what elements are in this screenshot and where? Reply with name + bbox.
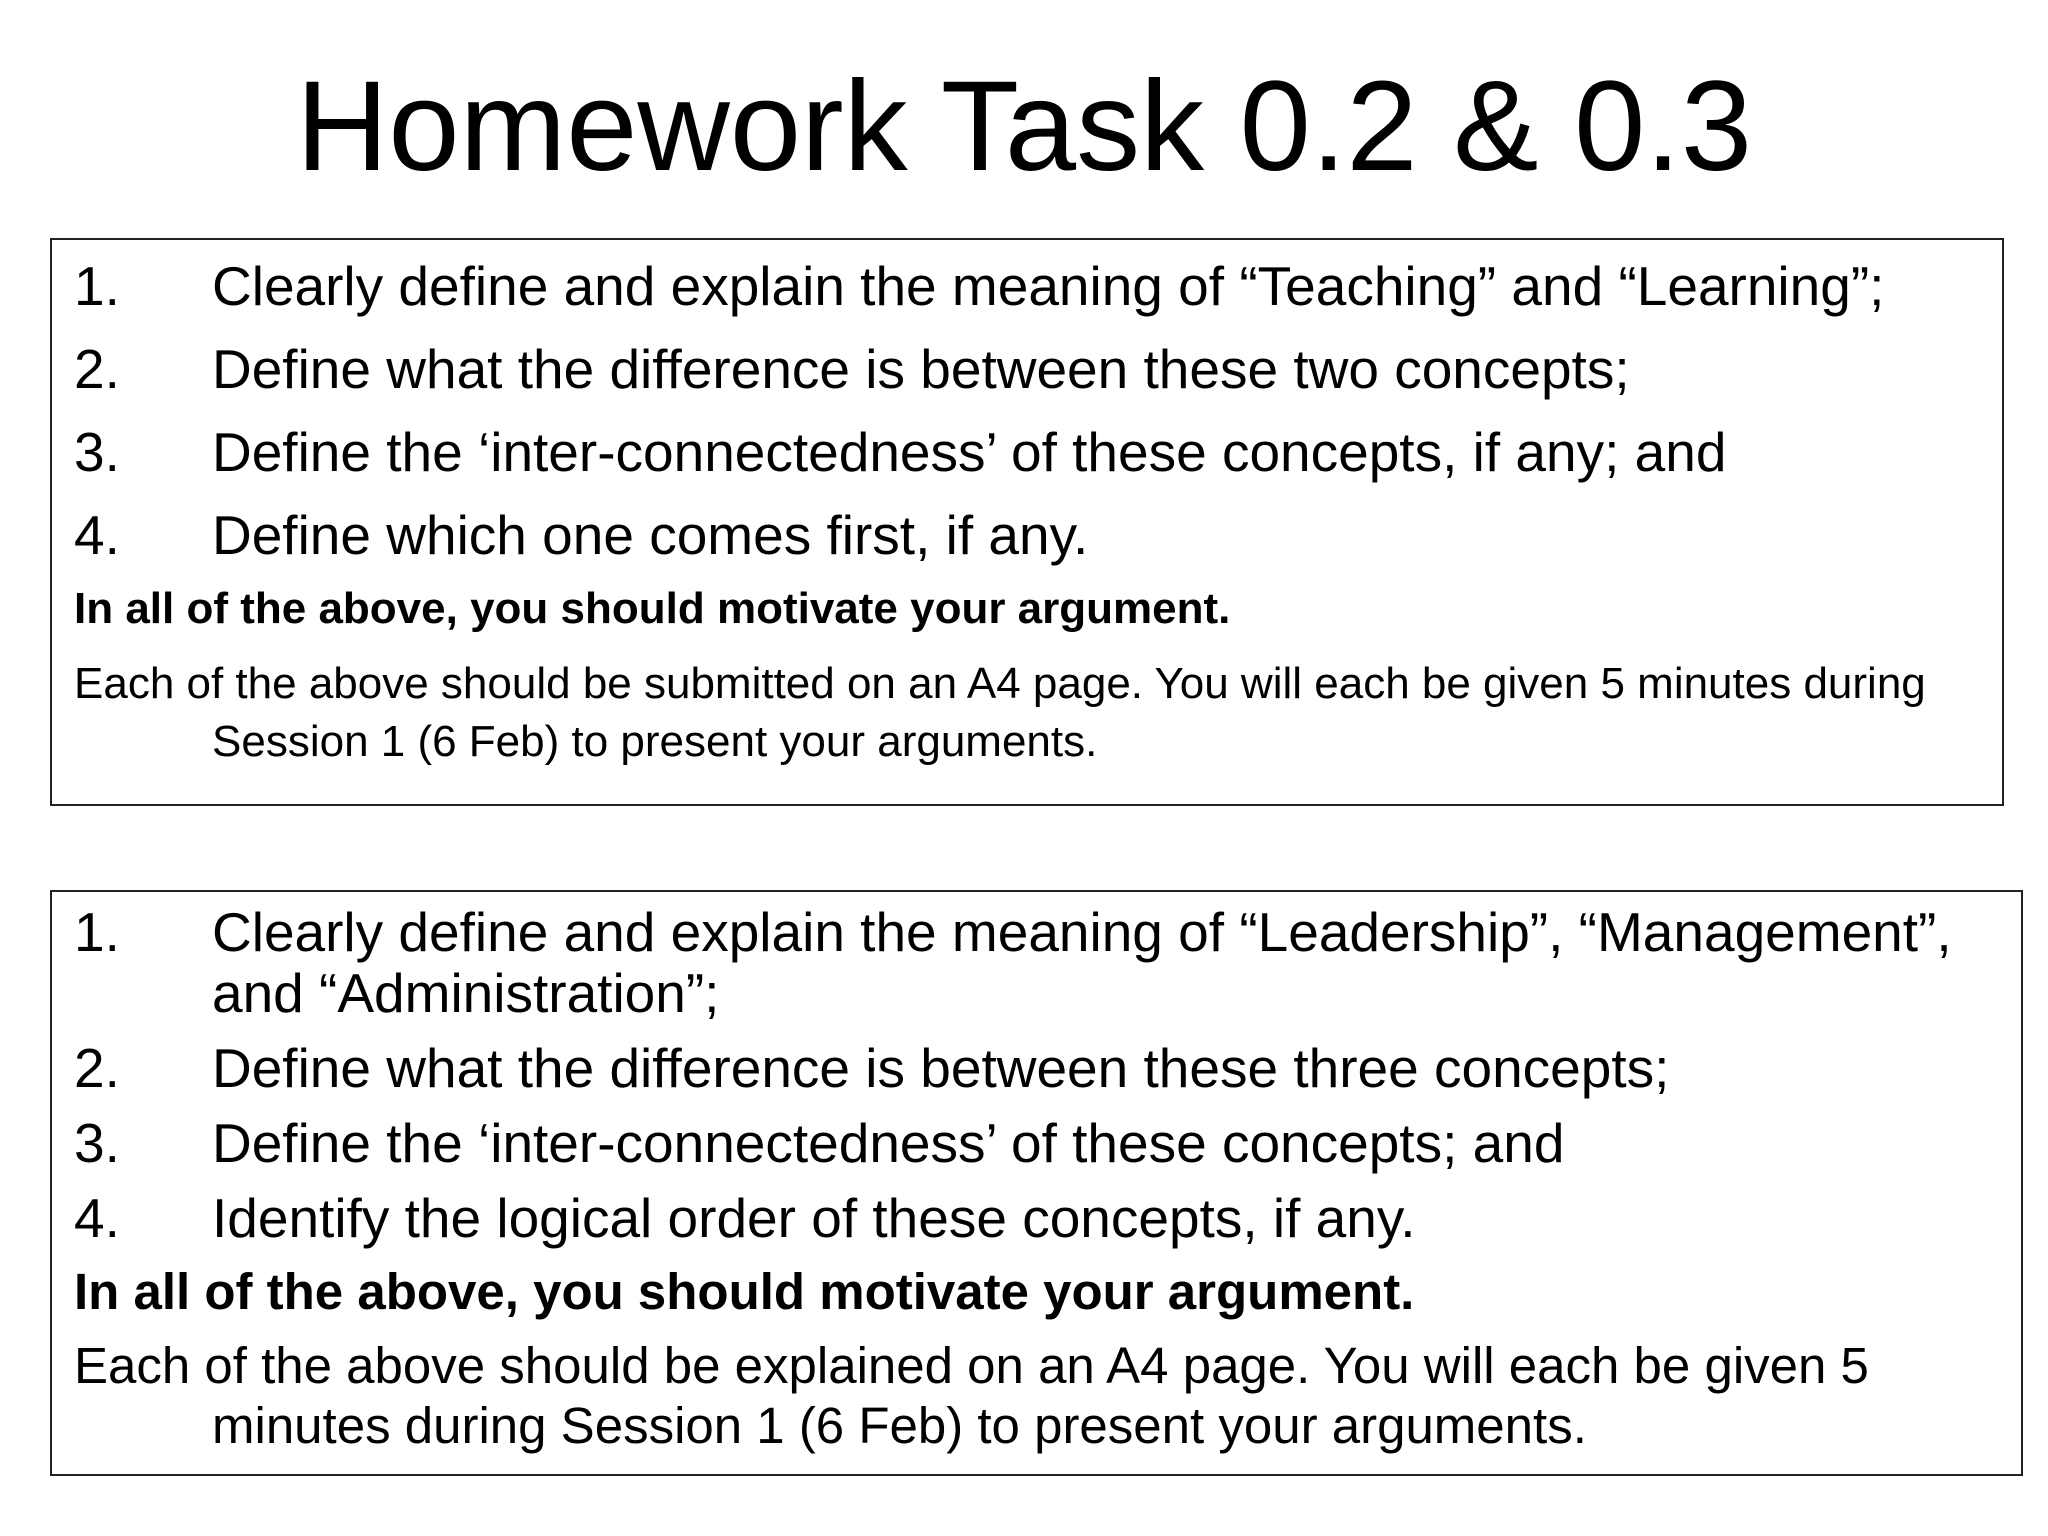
item-number: 1. [74,255,120,317]
task-0-2-box [50,238,2004,806]
task-0-2-note: Each of the above should be submitted on an A4 page. You will each be given 5 minutes during Session 1 (6 Feb) to present your arguments. [74,659,1926,766]
item-text: Clearly define and explain the meaning of “Teaching” and “Learning”; [212,255,1885,317]
task-0-3-note: Each of the above should be explained on an A4 page. You will each be given 5 minutes during Session 1 (6 Feb) to present your arguments. [74,1337,1869,1454]
item-number: 2. [74,338,120,400]
item-number: 3. [74,1112,120,1174]
task-0-3-item-3 [74,1113,2011,1174]
item-text: Define what the difference is between these two concepts; [212,338,1630,400]
task-0-2-item-1 [74,254,1992,318]
item-text: Define the ‘inter-connectedness’ of these concepts, if any; and [212,421,1727,483]
item-text: Identify the logical order of these concepts, if any. [212,1187,1416,1249]
task-0-3-list [74,902,2011,1456]
task-0-3-item-1 [74,902,2011,1024]
item-number: 1. [74,901,120,963]
item-number: 4. [74,504,120,566]
item-text: Define which one comes first, if any. [212,504,1089,566]
task-0-3-item-4 [74,1188,2011,1249]
item-text: Define what the difference is between these three concepts; [212,1037,1670,1099]
task-0-3-emphasis: In all of the above, you should motivate your argument. [74,1263,1415,1320]
item-text: Clearly define and explain the meaning of “Leadership”, “Management”, and “Administration”; [212,901,1952,1024]
item-text: Define the ‘inter-connectedness’ of these concepts; and [212,1112,1565,1174]
page-title: Homework Task 0.2 & 0.3 [295,55,1753,198]
task-0-2-item-3 [74,420,1992,484]
task-0-2-item-2 [74,337,1992,401]
item-number: 4. [74,1187,120,1249]
task-0-3-box [50,890,2023,1476]
task-0-2-item-4 [74,503,1992,567]
task-0-2-emphasis: In all of the above, you should motivate your argument. [74,584,1231,633]
task-0-3-item-2 [74,1038,2011,1099]
task-0-2-list [74,254,1992,771]
item-number: 2. [74,1037,120,1099]
item-number: 3. [74,421,120,483]
